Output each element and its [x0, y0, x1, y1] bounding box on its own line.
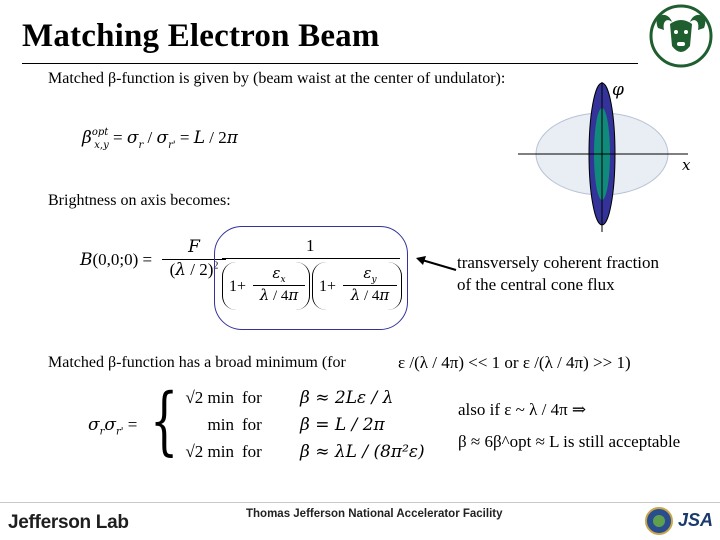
case-row: [170, 438, 433, 465]
case-value: √2 min: [185, 441, 234, 461]
factor-x: 1+ $\varepsilon_x$ λ / 4π: [222, 262, 310, 310]
broad-min-text: Matched β-function has a broad minimum (for: [48, 354, 346, 371]
case-condition: β ≈ 2Lε / λ: [300, 387, 394, 408]
beta-opt-formula: $\beta^{opt}_{x,y} = \sigma_r / \sigma_{r'} = L / 2\pi$: [82, 127, 238, 151]
ram-logo-icon: [646, 4, 716, 68]
coherent-note-line2: of the central cone flux: [457, 275, 615, 294]
cases-brace: {: [150, 378, 179, 464]
case-row: [170, 384, 433, 411]
beam-ellipse-diagram: [510, 76, 710, 236]
broad-min-condition: ε /(λ / 4π) << 1 or ε /(λ / 4π) >> 1): [398, 353, 631, 372]
case-word: for: [242, 387, 262, 407]
brightness-label: Brightness on axis becomes:: [48, 192, 231, 209]
cases-lhs: $\sigma_r\sigma_{r'}$ =: [88, 415, 138, 438]
case-word: for: [242, 441, 262, 461]
case-value: √2 min: [185, 387, 234, 407]
brightness-lhs: B(0,0;0) =: [80, 250, 153, 270]
jefferson-lab-logo: [8, 512, 129, 534]
case-condition: β ≈ λL / (8π²ε): [300, 441, 425, 462]
case-value: min: [207, 414, 234, 434]
cases-table: [170, 384, 433, 465]
title-underline: [22, 63, 638, 64]
brightness-fraction-f: F (λ / 2)$^2$: [162, 237, 226, 280]
facility-name: Thomas Jefferson National Accelerator Facility: [246, 508, 503, 520]
also-if-text: also if ε ~ λ / 4π ⇒: [458, 400, 587, 419]
factor-y: 1+ $\varepsilon_y$ λ / 4π: [312, 262, 402, 310]
footer-divider: [0, 502, 720, 503]
left-arrow-icon: [412, 252, 458, 276]
lab-name: Jefferson Lab: [8, 512, 129, 533]
case-row: [170, 411, 433, 438]
doe-seal-icon: [644, 506, 674, 536]
case-condition: β = L / 2π: [300, 414, 385, 435]
jsa-logo: JSA: [678, 510, 714, 530]
coherent-note-line1: transversely coherent fraction: [457, 253, 660, 272]
intro-text: Matched β-function is given by (beam waist at the center of undulator):: [48, 70, 506, 87]
acceptable-text: β ≈ 6β^opt ≈ L is still acceptable: [458, 432, 681, 451]
case-word: for: [242, 414, 262, 434]
phi-label: φ: [612, 80, 624, 100]
fraction-bar: [222, 258, 400, 259]
slide-title: Matching Electron Beam: [22, 18, 380, 54]
numerator-one: 1: [306, 236, 315, 255]
x-axis-label: x: [682, 156, 691, 174]
